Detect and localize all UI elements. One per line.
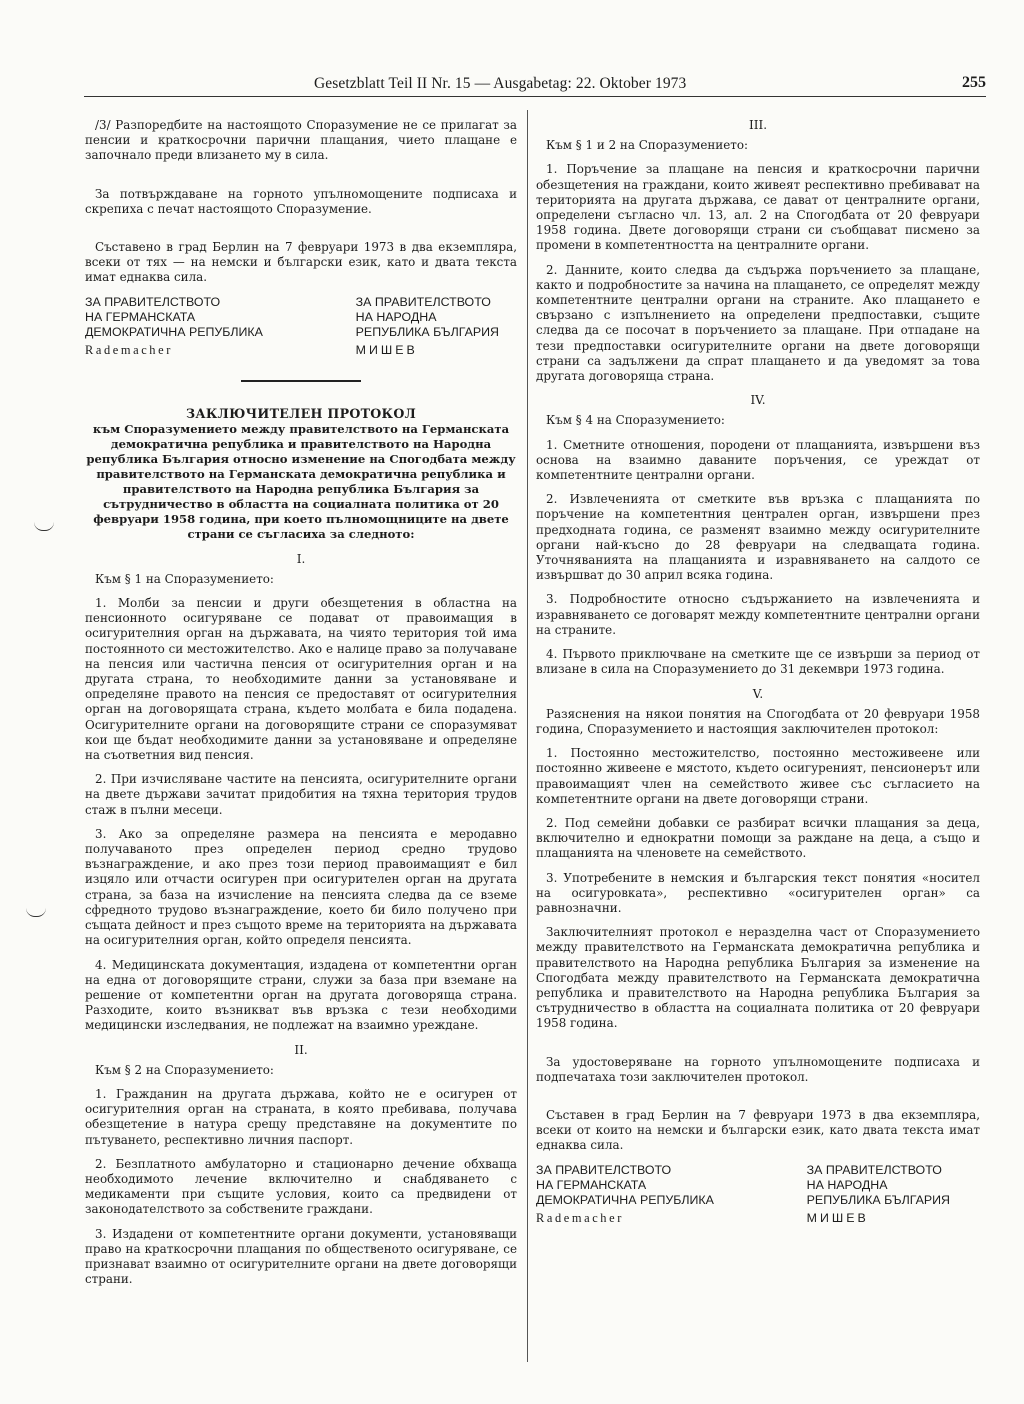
- signatory-gdr: [85, 295, 263, 358]
- section-number: I.: [296, 551, 306, 566]
- signatory-line: ДЕМОКРАТИЧНА РЕПУБЛИКА: [85, 324, 263, 339]
- paragraph: Съставен в град Берлин на 7 февруари 1973 в два екземпляра, всеки от които на немски и български език, като двата текста имат еднаква сила.: [536, 1107, 980, 1153]
- list-item: 2. Безплатното амбулаторно и стационарно дечение обхваща необходимото лечение включително и снабдяването с медикаменти при същите условия, които са предвидени от законодателството за собствените граждани.: [85, 1156, 517, 1217]
- section-number: IV.: [750, 393, 766, 408]
- gazette-title: Gesetzblatt Teil II Nr. 15 — Ausgabetag: 22. Oktober 1973: [314, 75, 687, 92]
- signatory-name: Rademacher: [85, 342, 173, 357]
- list-item: 1. Поръчение за плащане на пенсия и краткосрочни парични обезщетения на граждани, които живеят респективно пребивават на територията на другата държава, се дават от централните органи, определени съгласно чл. 13, ал. 2 на Спогодбата от 20 февруари 1958 година. Двете договорящи страни си съобщават писмено за промени в компетентността на централните органи.: [536, 162, 980, 253]
- section-reference: Към § 4 на Споразумението:: [546, 413, 725, 428]
- list-item: 1. Молби за пенсии и други обезщетения в областна на пенсионното осигуряване се подават от правоимащия в осигурителния орган на държавата, на чиято територия той има постоянното си местожителство. Ако е налице право за получаване на пенсия или частична пенсия от осигурителния орган и на другата страна, то необходимите данни за установяване и определяне правото на пенсия се предоставят от осигурителния орган на договорящата страна, където молбата е била подадена. Осигурителните органи на договорящите страни се споразумяват кои ще бъдат необходимите данни за установяване и определяне на съответния вид пенсия.: [85, 596, 517, 763]
- paragraph: За удостоверяване на горното упълномощените подписаха и подпечатаха този заключителен протокол.: [536, 1054, 980, 1084]
- signature-block: [536, 1163, 980, 1226]
- list-item: 3. Ако за определяне размера на пенсията е меродавно получаваното през определен период средно трудово възнаграждение, и ако през този период правоимащият е бил изцяло или отчасти осигурен при осигурителен орган на другата страна, за база на изчисление на пенсията следва да се вземе сфредното трудово възнаграждение, което би било получено при същата дейност и през същото време на територията на държавата на осигурителния орган, който определя пенсията.: [85, 826, 517, 948]
- page-header: [84, 72, 986, 97]
- signatory-bulgaria: [356, 295, 499, 358]
- signatory-line: НА ГЕРМАНСКАТА: [85, 309, 196, 324]
- section-number: III.: [748, 118, 768, 132]
- signatory-line: ЗА ПРАВИТЕЛСТВОТО: [806, 1162, 942, 1177]
- list-item: 2. Извлеченията от сметките във връзка с плащанията по поръчение на компетентния централен орган, извършени през предходната година, се разменят взаимно между осигурителните органи най-късно до 28 февруари на следващата година. Уточняванията на плащанията и изравняването на салдото се извършват до 30 април всяка година.: [536, 492, 980, 583]
- paragraph: Заключителният протокол е неразделна част от Споразумението между правителството на Германската демократична република и правителството на Народна република България за изменение на Спогодбата между правителството на Германската демократична република и правителството на Народна република България за сътрудничество в областта на социалната политика от 20 февруари 1958 година.: [536, 925, 980, 1031]
- list-item: 3. Употребените в немския и българския текст понятия «носител на осигуровката», респективно «осигурителен орган» са равнозначни.: [536, 870, 980, 915]
- paragraph: Разяснения на някои понятия на Спогодбата от 20 февруари 1958 година, Споразумението и настоящия заключителен протокол:: [536, 706, 980, 736]
- left-column: [85, 118, 517, 1296]
- signatory-bulgaria: [807, 1163, 950, 1226]
- signatory-line: РЕПУБЛИКА БЪЛГАРИЯ: [355, 324, 499, 339]
- signatory-line: НА ГЕРМАНСКАТА: [536, 1177, 647, 1192]
- signatory-line: ЗА ПРАВИТЕЛСТВОТО: [85, 294, 221, 309]
- protocol-subtitle: към Споразумението между правителството на Германската демократична република и правителството на Народна република България относно изменение на Спогодбата между правителството на Германската демократична република и правителството на Народна република България за сътрудничество в областта на социалната политика от 20 февруари 1958 година, при което пълномощниците на двете страни се съгласиха за следното:: [86, 421, 516, 541]
- signatory-line: ДЕМОКРАТИЧНА РЕПУБЛИКА: [536, 1192, 714, 1207]
- signatory-line: НА НАРОДНА: [355, 309, 437, 324]
- list-item: 2. При изчисляване частите на пенсията, осигурителните органи на двете държави зачитат придобития на тяхна територия трудов стаж в пълни месеци.: [85, 772, 517, 817]
- list-item: 4. Медицинската документация, издадена от компетентни орган на една от договорящите страни, служи за база при вземане на решение от компетентни орган на другата договоряща страна. Разходите, които възникват във връзка с тези необходими медицински изследвания, не подлежат на взаимно уреждане.: [85, 957, 517, 1033]
- list-item: 2. Данните, които следва да съдържа поръчението за плащане, както и подробностите за начина на плащането, се определят между компетентните централни органи на страните. Ако плащането е свързано с изпълнението на определени предпоставки, същите следва да се посочат в поръчението за плащане. При отпадане на тези предпоставки осигурителните органи на двете договорящи страни са задължени да спрат плащането и да уведомят за това другата договоряща страна.: [536, 262, 980, 384]
- signatory-name: МИШЕВ: [355, 342, 418, 357]
- signatory-name: Rademacher: [536, 1210, 624, 1225]
- list-item: 1. Сметните отношения, породени от плащанията, извършени въз основа на взаимно даваните поръчения, се уреждат от компетентните централни органи.: [536, 437, 980, 483]
- section-reference: Към § 1 и 2 на Споразумението:: [546, 138, 748, 153]
- margin-mark: [34, 522, 54, 531]
- list-item: 3. Издадени от компетентните органи документи, установяващи право на краткосрочни плащания по общественото осигуряване, се признават взаимно от осигурителните органи на двете договорящи страни.: [85, 1226, 517, 1287]
- signatory-name: МИШЕВ: [806, 1210, 869, 1225]
- column-divider: [527, 110, 528, 1362]
- signature-block: [85, 295, 517, 358]
- paragraph: Съставено в град Берлин на 7 февруари 1973 в два екземпляра, всеки от тях — на немски и български език, като и двата текста имат еднаква сила.: [85, 240, 517, 285]
- right-column: [536, 118, 980, 1226]
- signatory-line: РЕПУБЛИКА БЪЛГАРИЯ: [806, 1192, 950, 1207]
- protocol-heading: [85, 406, 517, 542]
- section-rule: [241, 380, 361, 382]
- list-item: 4. Първото приключване на сметките ще се извърши за период от влизане в сила на Споразумението до 31 декември 1973 година.: [536, 647, 980, 677]
- section-number: II.: [294, 1042, 308, 1057]
- list-item: 2. Под семейни добавки се разбират всички плащания за деца, включително и еднократни помощи за раждане на деца, а също и плащанията на членовете на семейството.: [536, 815, 980, 861]
- section-reference: Към § 1 на Споразумението:: [95, 571, 274, 586]
- list-item: 1. Гражданин на другата държава, който не е осигурен от осигурителния орган на страната, в която пребивава, получава обезщетение в натура срещу представяне на документите по пътуването, респективно личния паспорт.: [85, 1086, 517, 1147]
- signatory-gdr: [536, 1163, 714, 1226]
- paragraph: За потвърждаване на горното упълномощените подписаха и скрепиха с печат настоящото Споразумение.: [85, 186, 517, 216]
- signatory-line: НА НАРОДНА: [806, 1177, 888, 1192]
- list-item: 1. Постоянно местожителство, постоянно местоживеене или постоянно живеене е мястото, където осигуреният, пенсионерът или правоимащият член на семейството живее със съгласието на компетентните органи на двете договорящи страни.: [536, 746, 980, 806]
- section-number: V.: [752, 686, 764, 701]
- list-item: 3. Подробностите относно съдържанието на извлеченията и изравняването се договарят между компетентните централни органи на страните.: [536, 592, 980, 637]
- margin-mark: [26, 908, 46, 917]
- section-reference: Към § 2 на Споразумението:: [95, 1062, 274, 1077]
- paragraph: /3/ Разпоредбите на настоящото Споразумение не се прилагат за пенсии и краткосрочни парични плащания, чието плащане е започнало преди влизането му в сила.: [85, 118, 517, 163]
- signatory-line: ЗА ПРАВИТЕЛСТВОТО: [536, 1162, 672, 1177]
- protocol-title: ЗАКЛЮЧИТЕЛЕН ПРОТОКОЛ: [185, 405, 417, 421]
- signatory-line: ЗА ПРАВИТЕЛСТВОТО: [355, 294, 491, 309]
- page-number: 255: [962, 74, 986, 91]
